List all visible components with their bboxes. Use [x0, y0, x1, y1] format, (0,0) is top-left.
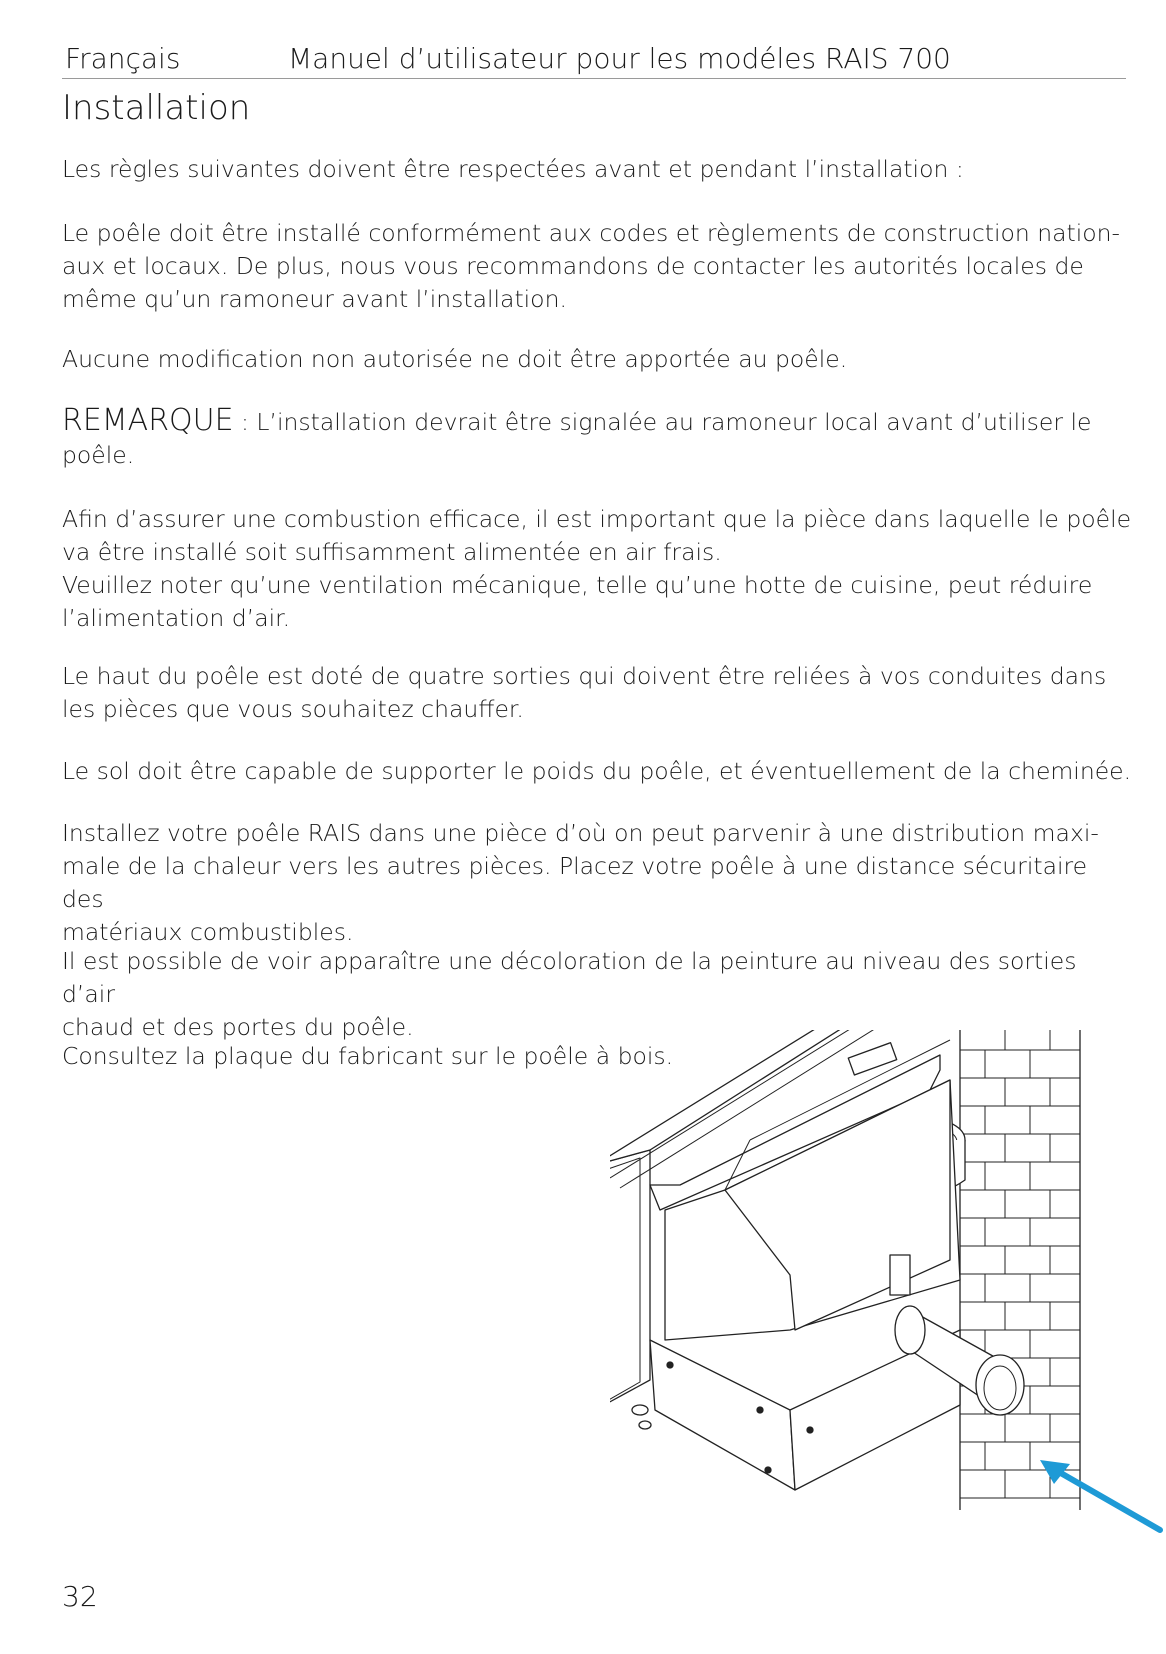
text-line: va être installé soit suffisamment alimentée en air frais. [62, 538, 722, 566]
text-line: chaud et des portes du poêle. [62, 1013, 414, 1041]
text-line: aux et locaux. De plus, nous vous recommandons de contacter les autorités locales de [62, 252, 1084, 280]
text-line: Le sol doit être capable de supporter le poids du poêle, et éventuellement de la cheminée. [62, 757, 1132, 785]
header-title: Manuel d’utilisateur pour les modéles RAIS 700 [288, 42, 951, 75]
paragraph-modifications [62, 343, 1132, 376]
section-title: Installation [62, 88, 251, 128]
paragraph-rules-intro [62, 153, 1132, 186]
paragraph-floor [62, 755, 1132, 788]
note-label: REMARQUE [62, 403, 234, 438]
paragraph-codes [62, 217, 1132, 316]
brick-wall [960, 1030, 1080, 1510]
text-line: les pièces que vous souhaitez chauffer. [62, 695, 524, 723]
text-line: : L’installation devrait être signalée au ramoneur local avant d’utiliser le [233, 408, 1092, 436]
header-language: Français [65, 42, 181, 75]
text-line: Veuillez noter qu’une ventilation mécanique, telle qu’une hotte de cuisine, peut réduire [62, 571, 1093, 599]
text-line: Afin d’assurer une combustion efficace, il est important que la pièce dans laquelle le poêle [62, 505, 1132, 533]
arrow-icon [1040, 1460, 1166, 1540]
text-line: Consultez la plaque du fabricant sur le poêle à bois. [62, 1042, 674, 1070]
paragraph-note [62, 404, 1132, 472]
text-line: male de la chaleur vers les autres pièces. Placez votre poêle à une distance sécuritaire des [62, 852, 1088, 913]
paragraph-combustion [62, 503, 1132, 635]
page-header [62, 40, 1126, 79]
paragraph-placement [62, 817, 1132, 949]
paragraph-outlets [62, 660, 1132, 726]
text-line: Installez votre poêle RAIS dans une pièce d’où on peut parvenir à une distribution maxi- [62, 819, 1099, 847]
text-line: matériaux combustibles. [62, 918, 354, 946]
text-line: Il est possible de voir apparaître une décoloration de la peinture au niveau des sorties d’air [62, 947, 1077, 1008]
text-line: poêle. [62, 441, 135, 469]
text-line: Aucune modification non autorisée ne doit être apportée au poêle. [62, 345, 848, 373]
text-line: Le poêle doit être installé conformément aux codes et règlements de construction nation- [62, 219, 1121, 247]
text-line: l’alimentation d’air. [62, 604, 291, 632]
page-number: 32 [62, 1580, 98, 1613]
text-line: même qu’un ramoneur avant l’installation. [62, 285, 567, 313]
text-line: Les règles suivantes doivent être respectées avant et pendant l’installation : [62, 155, 964, 183]
text-line: Le haut du poêle est doté de quatre sorties qui doivent être reliées à vos conduites dans [62, 662, 1107, 690]
